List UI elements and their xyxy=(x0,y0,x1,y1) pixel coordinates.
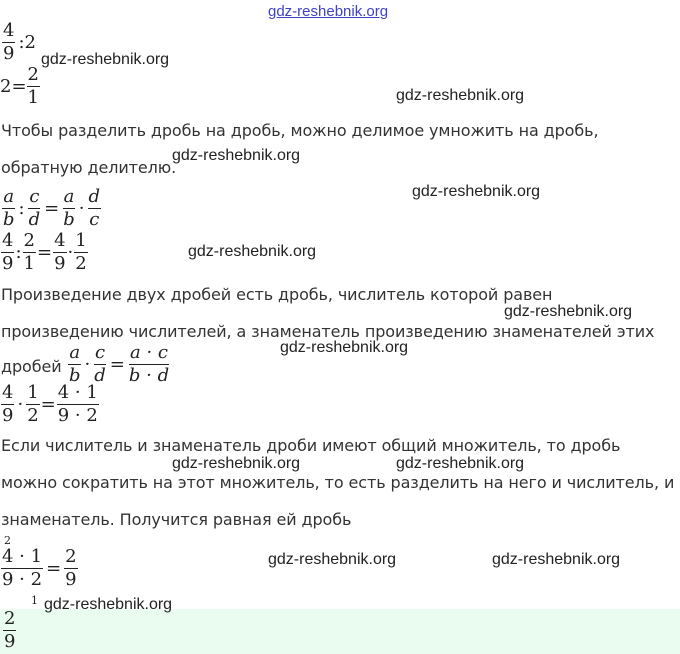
divide-rule-line2: обратную делителю. xyxy=(1,158,177,177)
task-num: 4 xyxy=(3,20,15,41)
product-rule-line2: произведению числителей, а знаменатель произведению знаменателей этих xyxy=(1,322,655,341)
frac-num: 4 · 1 xyxy=(2,546,43,567)
equals-sign: = xyxy=(36,242,53,263)
frac-den: 9 · 2 xyxy=(57,405,98,426)
frac-den: 9 xyxy=(54,253,66,274)
frac-num: 2 xyxy=(4,608,16,629)
frac-num: c xyxy=(29,186,40,207)
reduce-rule-line3: знаменатель. Получится равная ей дробь xyxy=(1,510,352,529)
watermark: gdz-reshebnik.org xyxy=(41,51,170,68)
dot-sign: · xyxy=(67,242,74,263)
frac-den: 1 xyxy=(23,253,35,274)
reduce-rule-line1: Если числитель и знаменатель дроби имеют общий множитель, то дробь xyxy=(1,436,621,455)
cancel-top-mark: 2 xyxy=(4,534,11,547)
task-den: 9 xyxy=(3,43,15,64)
equals-sign: = xyxy=(109,354,125,375)
watermark: gdz-reshebnik.org xyxy=(268,551,397,568)
product-rule-line3: дробей xyxy=(1,357,62,376)
product-rule-formula xyxy=(68,344,170,385)
frac-den: b xyxy=(69,365,81,386)
frac-num: a xyxy=(3,186,15,207)
watermark: gdz-reshebnik.org xyxy=(396,87,525,104)
dot-sign: · xyxy=(84,354,91,375)
frac-num: 2 xyxy=(23,230,35,251)
frac-den: 9 xyxy=(2,405,14,426)
task-expression xyxy=(2,22,39,63)
watermark: gdz-reshebnik.org xyxy=(172,455,301,472)
frac-num: 2 xyxy=(65,546,77,567)
equals-sign: = xyxy=(40,394,56,415)
reduce-rule-line2: можно сократить на этот множитель, то есть разделить на него и числитель, и xyxy=(1,473,675,492)
frac-num: c xyxy=(94,342,106,363)
frac-den: 2 xyxy=(75,253,87,274)
frac-num: 4 xyxy=(54,230,66,251)
product-rule-line1: Произведение двух дробей есть дробь, числитель которой равен xyxy=(1,285,553,304)
frac-num: 1 xyxy=(75,230,87,251)
dot-sign: · xyxy=(17,394,24,415)
frac-num: d xyxy=(88,186,101,207)
watermark: gdz-reshebnik.org xyxy=(280,339,409,356)
frac-den: 9 xyxy=(65,569,77,590)
frac-den: 9 xyxy=(2,253,14,274)
frac-den: c xyxy=(89,209,100,230)
two-lhs: 2= xyxy=(0,76,27,97)
dot-sign: · xyxy=(78,198,85,219)
colon-sign: : xyxy=(18,198,25,219)
cancel-bottom-mark: 1 xyxy=(31,594,38,607)
equals-sign: = xyxy=(44,198,60,219)
frac-num: 1 xyxy=(27,382,39,403)
frac-den: 9 xyxy=(4,631,16,652)
watermark: gdz-reshebnik.org xyxy=(188,243,317,260)
division-rule-formula xyxy=(2,188,101,229)
frac-num: 4 xyxy=(2,382,14,403)
equals-sign: = xyxy=(46,558,62,579)
division-applied xyxy=(1,232,88,273)
task-rest: :2 xyxy=(18,32,36,53)
watermark: gdz-reshebnik.org xyxy=(396,455,525,472)
two-num: 2 xyxy=(27,64,39,85)
frac-den: b xyxy=(63,209,75,230)
frac-num: a · c xyxy=(130,342,168,363)
watermark: gdz-reshebnik.org xyxy=(504,303,633,320)
answer-box xyxy=(0,609,680,654)
frac-num: a xyxy=(69,342,81,363)
reduction-expression xyxy=(1,548,78,589)
watermark: gdz-reshebnik.org xyxy=(492,551,621,568)
frac-den: 2 xyxy=(27,405,39,426)
watermark: gdz-reshebnik.org xyxy=(44,596,173,613)
frac-den: d xyxy=(28,209,41,230)
two-as-fraction xyxy=(0,66,40,107)
frac-num: a xyxy=(63,186,75,207)
frac-den: b xyxy=(3,209,15,230)
frac-den: 9 · 2 xyxy=(2,569,43,590)
site-link[interactable]: gdz-reshebnik.org xyxy=(268,3,389,20)
answer-fraction xyxy=(3,610,16,651)
frac-num: 4 xyxy=(2,230,14,251)
frac-den: d xyxy=(94,365,106,386)
product-applied xyxy=(1,384,99,425)
divide-rule-line1: Чтобы разделить дробь на дробь, можно делимое умножить на дробь, xyxy=(1,121,599,140)
two-den: 1 xyxy=(27,87,39,108)
frac-num: 4 · 1 xyxy=(57,382,98,403)
watermark: gdz-reshebnik.org xyxy=(172,147,301,164)
colon-sign: : xyxy=(15,242,22,263)
frac-den: b · d xyxy=(128,365,170,386)
watermark: gdz-reshebnik.org xyxy=(412,183,541,200)
